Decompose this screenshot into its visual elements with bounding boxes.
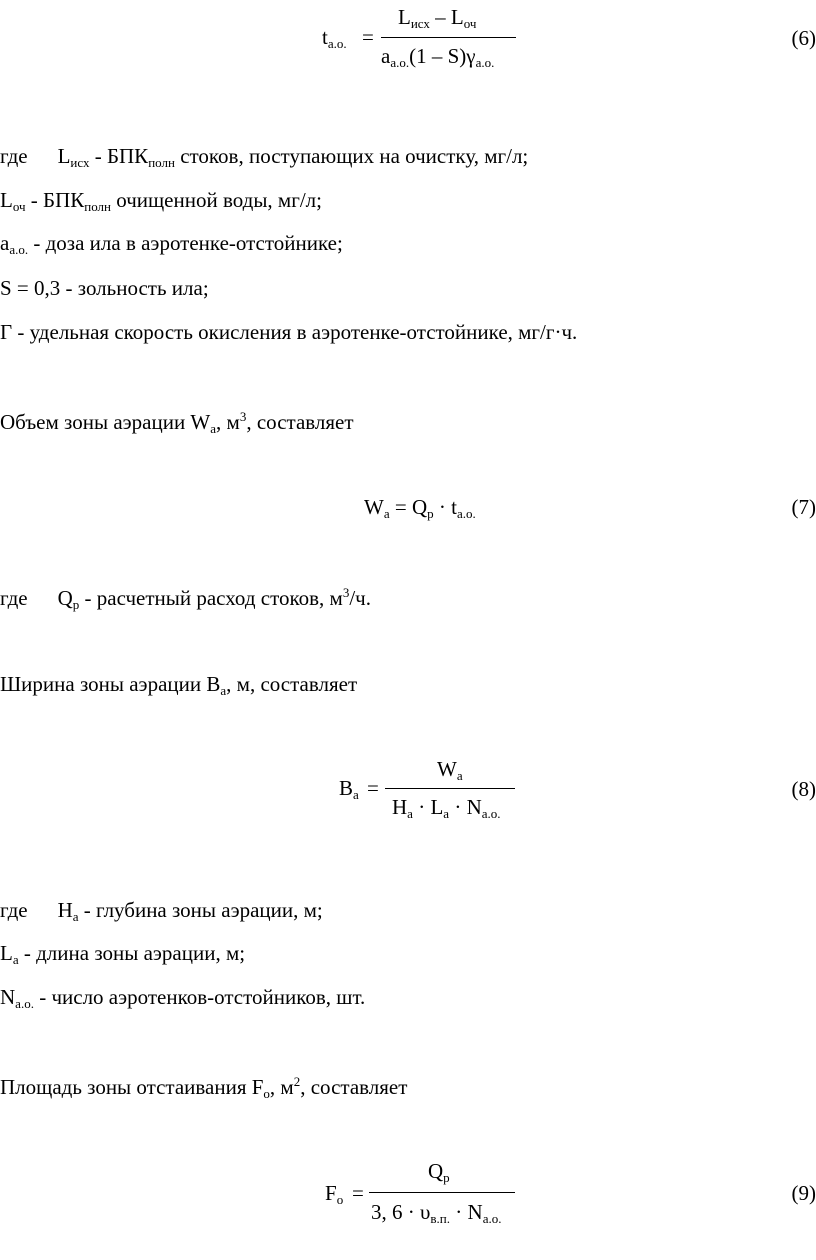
f9-denominator: 3, 6 · υв.п. · Nа.о. [371, 1200, 502, 1226]
f6-fraction-bar [381, 37, 516, 38]
f8-denominator: Hа · Lа · Nа.о. [392, 795, 501, 821]
f6-denominator: aа.о.(1 – S)γа.о. [381, 44, 495, 70]
f6-number: (6) [791, 26, 816, 50]
f9-numerator: Qр [428, 1159, 450, 1185]
text-line-6: Объем зоны аэрации $W_а$, $м^3$, составляет [0, 409, 354, 436]
f9-eq: = [352, 1181, 364, 1205]
f9-left: Fо [325, 1181, 344, 1207]
f9-fraction-bar [369, 1192, 515, 1193]
text-line-11: $N_{а.о.}$ - число аэротенков-отстойников, шт. [0, 985, 366, 1011]
text-line-10: $L_а$ - длина зоны аэрации, м; [0, 941, 246, 967]
text-line-5: Г - удельная скорость окисления в аэротенке-отстойнике, мг/г·ч. [0, 320, 578, 344]
f7-body: Wа = Qр · tа.о. [364, 495, 476, 521]
text-line-7: где $Q_р$ - расчетный расход стоков, $м^3/ч$. [0, 585, 371, 612]
f8-numerator: Wа [437, 757, 463, 783]
f8-left: Bа [339, 776, 359, 802]
f8-eq: = [367, 776, 379, 800]
f6-eq: = [362, 25, 374, 49]
f9-number: (9) [791, 1181, 816, 1205]
text-line-4: S = 0,3 - зольность ила; [0, 276, 209, 300]
text-line-8: Ширина зоны аэрации $В_а$, м, составляет [0, 672, 358, 698]
text-line-9: где $Н_а$ - глубина зоны аэрации, м; [0, 898, 323, 924]
text-line-2: $L_{оч} - БПК_{полн}$ очищенной воды, мг/л; [0, 188, 322, 214]
text-line-1: где $L_{исх} - БПК_{полн}$ стоков, поступающих на очистку, мг/л; [0, 144, 529, 170]
f8-number: (8) [791, 777, 816, 801]
text-line-12: Площадь зоны отстаивания $F_о$, $м^2$, составляет [0, 1074, 408, 1101]
text-line-3: $a_{а.о.}$ - доза ила в аэротенке-отстойнике; [0, 231, 343, 257]
f6-numerator: Lисх – Lоч [398, 5, 477, 31]
f8-fraction-bar [385, 788, 515, 789]
f6-left: tа.о. [322, 25, 347, 51]
f7-number: (7) [791, 495, 816, 519]
